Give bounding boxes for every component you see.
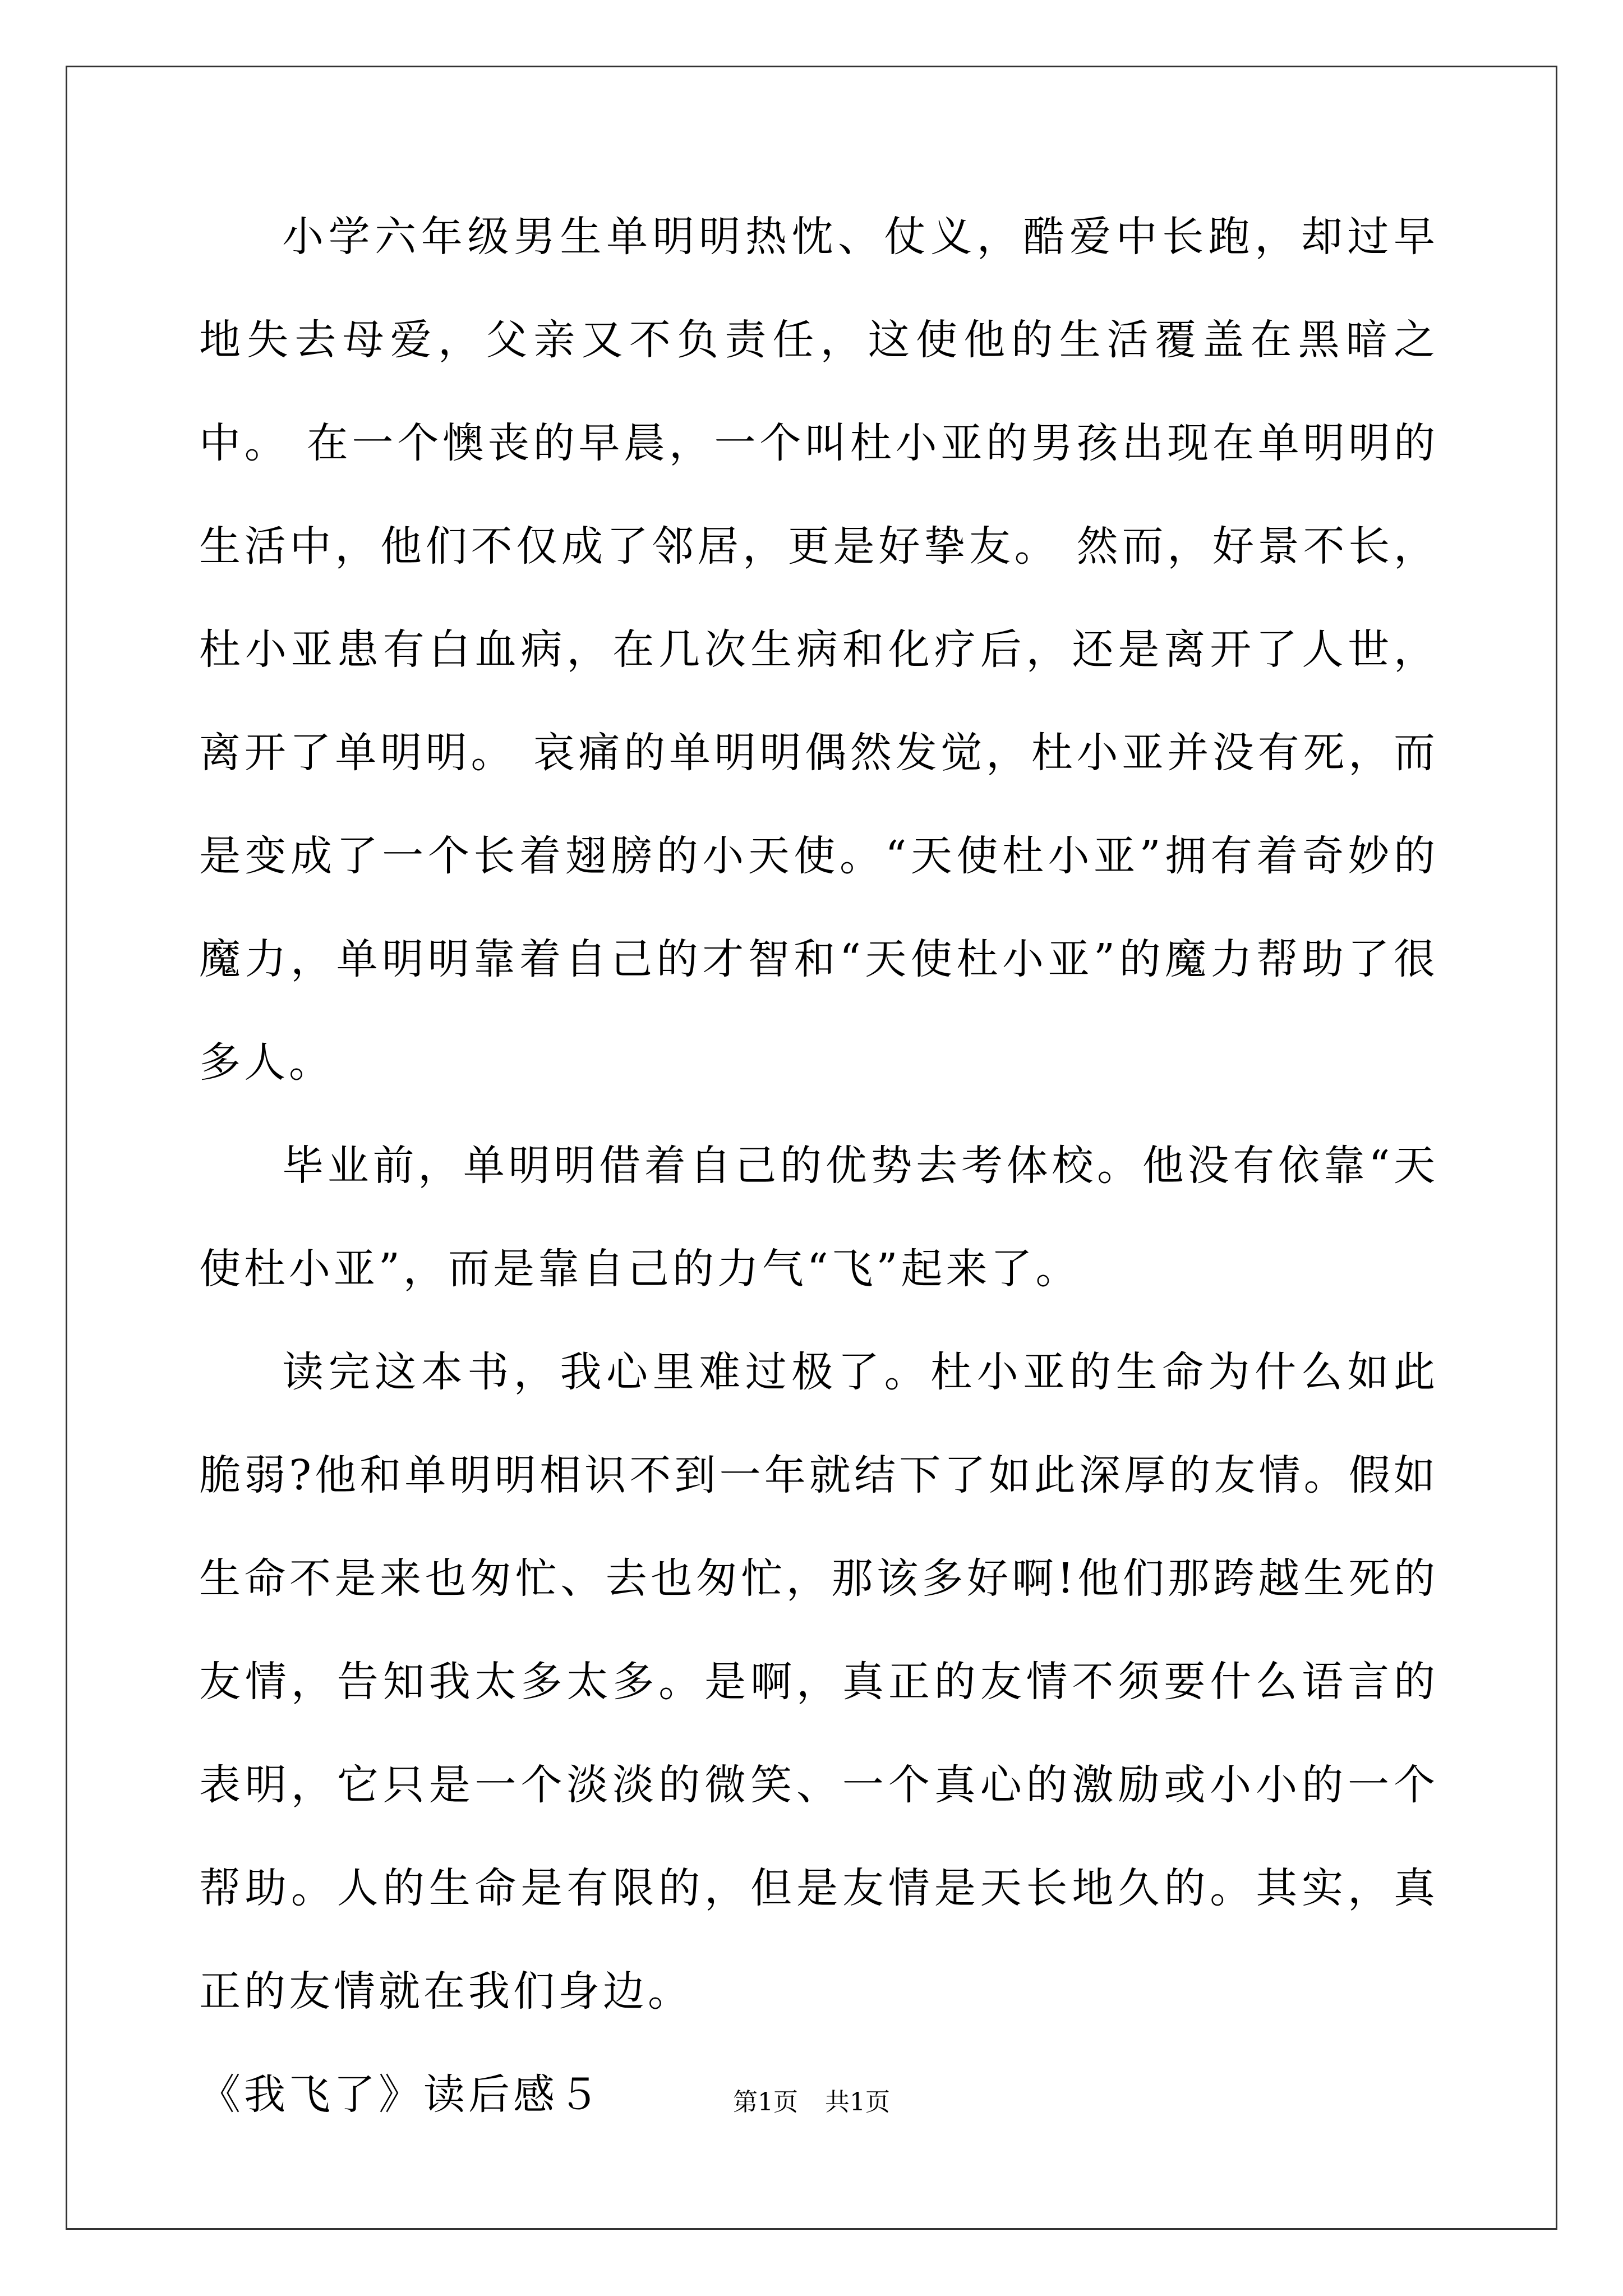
page-number-total: 共1页 — [825, 2088, 890, 2116]
page-footer — [0, 2086, 1623, 2119]
next-section-heading: 《我飞了》读后感５ — [199, 2070, 603, 2119]
paragraph-3: 读完这本书，我心里难过极了。杜小亚的生命为什么如此脆弱?他和单明明相识不到一年就结下了如此深厚的友情。假如生命不是来也匆忙、去也匆忙，那该多好啊!他们那跨越生死的友情，告知我太多太多。是啊，真正的友情不须要什么语言的表明，它只是一个淡淡的微笑、一个真心的激励或小小的一个帮助。人的生命是有限的，但是友情是天长地久的。其实，真正的友情就在我们身边。 — [199, 1348, 1438, 2016]
paragraph-2: 毕业前，单明明借着自己的优势去考体校。他没有依靠“天使杜小亚”，而是靠自己的力气“飞”起来了。 — [199, 1142, 1438, 1293]
paragraph-1: 小学六年级男生单明明热忱、仗义，酷爱中长跑，却过早地失去母爱，父亲又不负责任，这使他的生活覆盖在黑暗之中。 在一个懊丧的早晨，一个叫杜小亚的男孩出现在单明明的生活中，他们不仅成了邻居，更是好挚友。 然而，好景不长，杜小亚患有白血病，在几次生病和化疗后，还是离开了人世，离开了单明明。 哀痛的单明明偶然发觉，杜小亚并没有死，而是变成了一个长着翅膀的小天使。“天使杜小亚”拥有着奇妙的魔力，单明明靠着自己的才智和“天使杜小亚”的魔力帮助了很多人。 — [199, 213, 1438, 1087]
page-number-current: 第1页 — [733, 2088, 798, 2116]
document-body — [199, 185, 1438, 2146]
